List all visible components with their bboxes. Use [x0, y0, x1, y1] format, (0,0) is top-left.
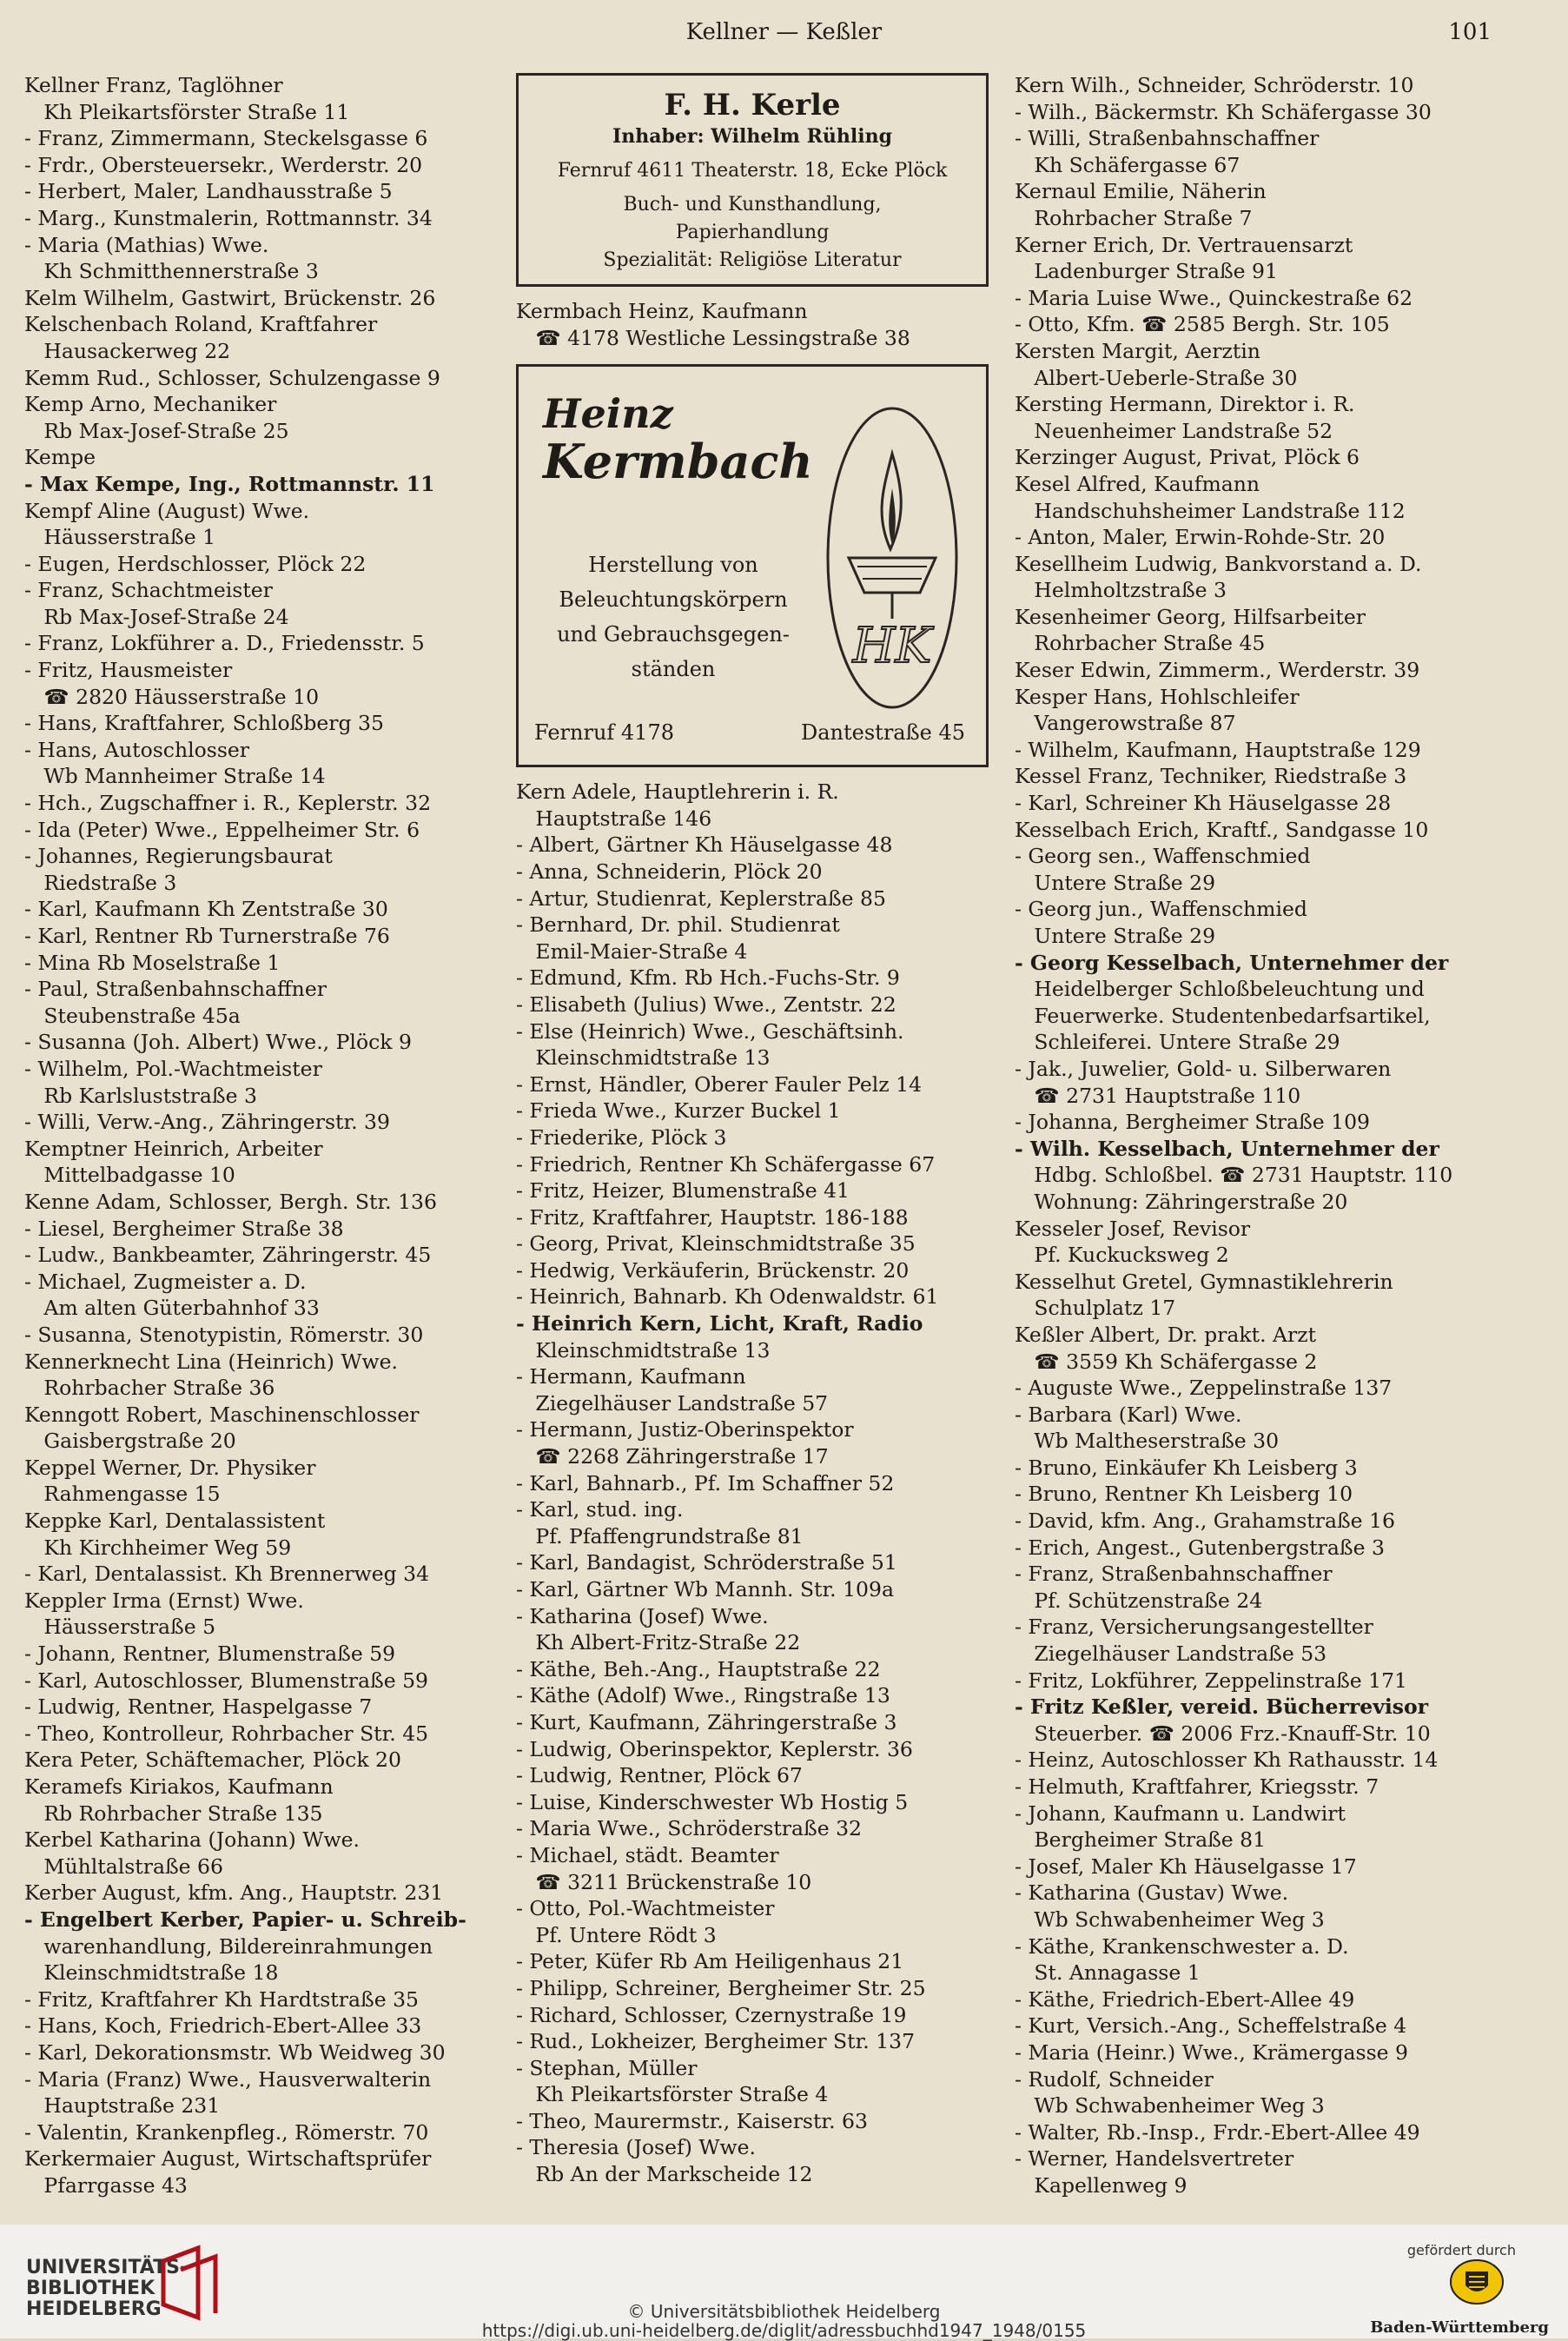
directory-entry: - Anna, Schneiderin, Plöck 20 [516, 859, 823, 884]
directory-entry: - Hch., Zugschaffner i. R., Keplerstr. 32 [24, 791, 432, 816]
directory-entry: Kenngott Robert, Maschinenschlosser [24, 1402, 420, 1427]
directory-entry: - Hermann, Justiz-Oberinspektor [516, 1417, 854, 1442]
directory-entry: - Else (Heinrich) Wwe., Geschäftsinh. [516, 1018, 904, 1044]
directory-entry: Hauptstraße 231 [24, 2093, 221, 2119]
directory-entry: Rb An der Markscheide 12 [516, 2162, 813, 2187]
directory-entry: Kersten Margit, Aerztin [1015, 338, 1260, 363]
directory-entry: - Susanna, Stenotypistin, Römerstr. 30 [24, 1322, 424, 1347]
directory-entry: - Käthe (Adolf) Wwe., Ringstraße 13 [516, 1683, 890, 1708]
lamp-emblem-icon [823, 401, 962, 714]
directory-entry: - Maria (Mathias) Wwe. [24, 232, 269, 257]
directory-entry: - Fritz, Kraftfahrer Kh Hardtstraße 35 [24, 1986, 419, 2012]
directory-entry: Feuerwerke. Studentenbedarfsartikel, [1015, 1003, 1431, 1028]
directory-entry: - Elisabeth (Julius) Wwe., Zentstr. 22 [516, 991, 896, 1017]
directory-entry: Kempe [24, 445, 96, 470]
directory-entry: Kesselhut Gretel, Gymnastiklehrerin [1015, 1269, 1393, 1294]
funder-name: Baden-Württemberg [1370, 2318, 1549, 2337]
directory-entry: ☎ 2731 Hauptstraße 110 [1015, 1083, 1301, 1108]
directory-entry: Kennerknecht Lina (Heinrich) Wwe. [24, 1349, 399, 1374]
directory-entry: - Kurt, Versich.-Ang., Scheffelstraße 4 [1015, 2013, 1407, 2039]
ad-kermbach-desc4: ständen [631, 657, 716, 682]
directory-entry: - Franz, Schachtmeister [24, 578, 273, 603]
directory-entry: Keppke Karl, Dentalassistent [24, 1509, 326, 1534]
directory-entry: - Georg, Privat, Kleinschmidtstraße 35 [516, 1231, 916, 1257]
column-right [1015, 73, 1501, 2200]
directory-entry: - Karl, Rentner Rb Turnerstraße 76 [24, 924, 390, 948]
library-name: UNIVERSITÄTS- BIBLIOTHEK HEIDELBERG [26, 2257, 189, 2320]
directory-entry: - Mina Rb Moselstraße 1 [24, 950, 281, 975]
directory-entry: - Georg sen., Waffenschmied [1015, 844, 1311, 869]
directory-entry: Keßler Albert, Dr. prakt. Arzt [1015, 1322, 1317, 1347]
directory-entry: - Hermann, Kaufmann [516, 1364, 746, 1389]
directory-entry: - Albert, Gärtner Kh Häuselgasse 48 [516, 832, 893, 858]
directory-entry: Kerkermaier August, Wirtschaftsprüfer [24, 2146, 432, 2172]
directory-entry: Steubenstraße 45a [24, 1003, 241, 1028]
directory-entry: - Rudolf, Schneider [1015, 2066, 1214, 2092]
directory-entry: Rb Max-Josef-Straße 24 [24, 604, 289, 629]
directory-entry: - Maria Luise Wwe., Quinckestraße 62 [1015, 285, 1413, 310]
directory-entry: Am alten Güterbahnhof 33 [24, 1296, 320, 1321]
directory-entry: - Max Kempe, Ing., Rottmannstr. 11 [24, 471, 435, 496]
directory-entry: Kleinschmidtstraße 18 [24, 1960, 279, 1986]
advertisement-kermbach [516, 364, 989, 767]
directory-entry: Kemm Rud., Schlosser, Schulzengasse 9 [24, 365, 440, 390]
directory-entry: - Michael, städt. Beamter [516, 1842, 779, 1867]
directory-entry: - Wilh., Bäckermstr. Kh Schäfergasse 30 [1015, 99, 1432, 124]
directory-entry: - Stephan, Müller [516, 2055, 698, 2080]
directory-entry: Bergheimer Straße 81 [1015, 1827, 1267, 1853]
directory-entry: - Karl, Gärtner Wb Mannh. Str. 109a [516, 1577, 894, 1602]
directory-entry: Ladenburger Straße 91 [1015, 259, 1278, 284]
ad-kermbach-monogram: HK [852, 618, 932, 675]
directory-entry: Steuerber. ☎ 2006 Frz.-Knauff-Str. 10 [1015, 1721, 1431, 1746]
directory-entry: Keramefs Kiriakos, Kaufmann [24, 1774, 334, 1799]
directory-entry: - Ludw., Bankbeamter, Zähringerstr. 45 [24, 1243, 432, 1268]
directory-entry: - Georg jun., Waffenschmied [1015, 897, 1307, 922]
directory-entry: Rb Max-Josef-Straße 25 [24, 418, 289, 443]
ad-kerle-name: F. H. Kerle [664, 88, 841, 123]
directory-entry: - Walter, Rb.-Insp., Frdr.-Ebert-Allee 49 [1015, 2119, 1420, 2145]
directory-entry: Kenne Adam, Schlosser, Bergh. Str. 136 [24, 1189, 437, 1214]
directory-entry: - Edmund, Kfm. Rb Hch.-Fuchs-Str. 9 [516, 965, 900, 991]
source-url[interactable]: https://digi.ub.uni-heidelberg.de/diglit/adressbuchhd1947_1948/0155 [481, 2320, 1087, 2341]
entries-kern [516, 779, 1001, 2187]
directory-entry: Helmholtzstraße 3 [1015, 578, 1227, 603]
directory-entry: - Karl, stud. ing. [516, 1497, 684, 1522]
directory-entry: Handschuhsheimer Landstraße 112 [1015, 498, 1406, 523]
directory-entry: - Peter, Küfer Rb Am Heiligenhaus 21 [516, 1949, 904, 1974]
directory-entry: ☎ 3559 Kh Schäfergasse 2 [1015, 1349, 1318, 1374]
state-coat-of-arms-icon [1448, 2258, 1505, 2306]
directory-entry: St. Annagasse 1 [1015, 1960, 1201, 1986]
directory-entry: Kerzinger August, Privat, Plöck 6 [1015, 445, 1360, 470]
directory-entry: Kapellenweg 9 [1015, 2172, 1188, 2198]
directory-entry: - Maria Wwe., Schröderstraße 32 [516, 1816, 862, 1841]
directory-entry: warenhandlung, Bildereinrahmungen [24, 1933, 433, 1959]
directory-entry: - Karl, Schreiner Kh Häuselgasse 28 [1015, 791, 1392, 816]
directory-entry: - Karl, Bandagist, Schröderstraße 51 [516, 1550, 897, 1575]
directory-entry: - Ludwig, Oberinspektor, Keplerstr. 36 [516, 1736, 913, 1761]
directory-entry: - Johannes, Regierungsbaurat [24, 844, 333, 869]
directory-entry: Gaisbergstraße 20 [24, 1429, 236, 1454]
directory-entry: - Karl, Dekorationsmstr. Wb Weidweg 30 [24, 2039, 446, 2065]
directory-entry: Wb Mannheimer Straße 14 [24, 764, 326, 789]
directory-entry: Wohnung: Zähringerstraße 20 [1015, 1189, 1348, 1214]
directory-entry: - Hans, Autoschlosser [24, 737, 250, 762]
directory-entry: - Hans, Kraftfahrer, Schloßberg 35 [24, 711, 384, 736]
directory-entry: Rahmengasse 15 [24, 1482, 221, 1507]
directory-entry: Pf. Kuckucksweg 2 [1015, 1243, 1229, 1268]
directory-entry: ☎ 4178 Westliche Lessingstraße 38 [516, 325, 910, 350]
directory-entry: - Josef, Maler Kh Häuselgasse 17 [1015, 1854, 1357, 1879]
directory-entry: - Luise, Kinderschwester Wb Hostig 5 [516, 1789, 909, 1814]
directory-entry: - Maria (Heinr.) Wwe., Krämergasse 9 [1015, 2039, 1409, 2065]
directory-entry: Kesselbach Erich, Kraftf., Sandgasse 10 [1015, 817, 1429, 842]
directory-entry: - Artur, Studienrat, Keplerstraße 85 [516, 885, 886, 911]
directory-entry: ☎ 3211 Brückenstraße 10 [516, 1869, 812, 1894]
directory-entry: - Willi, Verw.-Ang., Zähringerstr. 39 [24, 1110, 390, 1135]
directory-entry: Rohrbacher Straße 45 [1015, 631, 1266, 656]
ad-kermbach-firstname: Heinz [543, 390, 673, 438]
ad-kerle-address: Fernruf 4611 Theaterstr. 18, Ecke Plöck [557, 160, 948, 182]
directory-entry: Emil-Maier-Straße 4 [516, 938, 748, 964]
directory-entry: - Marg., Kunstmalerin, Rottmannstr. 34 [24, 205, 433, 230]
column-middle [516, 73, 1001, 2189]
directory-entry: - Fritz, Hausmeister [24, 658, 233, 683]
directory-entry: - Georg Kesselbach, Unternehmer der [1015, 950, 1449, 975]
directory-entry: Pf. Schützenstraße 24 [1015, 1588, 1263, 1613]
directory-entry: Kerbel Katharina (Johann) Wwe. [24, 1827, 360, 1853]
directory-entry: - Friederike, Plöck 3 [516, 1124, 727, 1150]
directory-entry: - Frieda Wwe., Kurzer Buckel 1 [516, 1098, 841, 1124]
directory-entry: - Friedrich, Rentner Kh Schäfergasse 67 [516, 1151, 936, 1177]
directory-entry: - Anton, Maler, Erwin-Rohde-Str. 20 [1015, 525, 1386, 550]
ad-kerle-desc1: Buch- und Kunsthandlung, [623, 193, 882, 216]
directory-entry: - Hedwig, Verkäuferin, Brückenstr. 20 [516, 1257, 910, 1283]
directory-entry: Kh Kirchheimer Weg 59 [24, 1535, 292, 1560]
directory-entry: Kelschenbach Roland, Kraftfahrer [24, 312, 378, 337]
directory-entry: Kh Pleikartsförster Straße 4 [516, 2082, 829, 2107]
directory-entry: - Karl, Kaufmann Kh Zentstraße 30 [24, 897, 388, 922]
library-footer [0, 2225, 1568, 2341]
directory-entry: Häusserstraße 5 [24, 1615, 216, 1640]
directory-entry: Untere Straße 29 [1015, 870, 1216, 895]
directory-entry: - Johann, Rentner, Blumenstraße 59 [24, 1641, 396, 1667]
directory-entry: Kh Schäfergasse 67 [1015, 152, 1241, 177]
directory-entry: Rb Karlsluststraße 3 [24, 1083, 257, 1108]
directory-entry: - Fritz, Lokführer, Zeppelinstraße 171 [1015, 1668, 1407, 1693]
directory-entry: - Franz, Zimmermann, Steckelsgasse 6 [24, 126, 428, 151]
directory-entry: - Otto, Kfm. ☎ 2585 Bergh. Str. 105 [1015, 312, 1390, 337]
directory-entry: Kesenheimer Georg, Hilfsarbeiter [1015, 604, 1366, 629]
directory-entry: - Bruno, Einkäufer Kh Leisberg 3 [1015, 1455, 1358, 1480]
directory-entry: - Engelbert Kerber, Papier- u. Schreib- [24, 1907, 466, 1932]
directory-entry: Rb Rohrbacher Straße 135 [24, 1801, 323, 1826]
directory-entry: - Ida (Peter) Wwe., Eppelheimer Str. 6 [24, 817, 420, 842]
directory-entry: Rohrbacher Straße 7 [1015, 205, 1253, 230]
directory-entry: Häusserstraße 1 [24, 525, 216, 550]
directory-entry: Kermbach Heinz, Kaufmann [516, 299, 808, 323]
directory-entry: Kesellheim Ludwig, Bankvorstand a. D. [1015, 551, 1422, 576]
directory-entry: - Michael, Zugmeister a. D. [24, 1269, 307, 1294]
directory-entry: - Wilhelm, Kaufmann, Hauptstraße 129 [1015, 737, 1421, 762]
directory-entry: - Werner, Handelsvertreter [1015, 2146, 1294, 2172]
directory-entry: Hauptstraße 146 [516, 806, 712, 831]
directory-entry: - Heinrich Kern, Licht, Kraft, Radio [516, 1311, 923, 1336]
ad-kerle-special: Spezialität: Religiöse Literatur [603, 249, 902, 271]
directory-entry: Pfarrgasse 43 [24, 2172, 188, 2198]
directory-entry: ☎ 2820 Häusserstraße 10 [24, 684, 320, 709]
ad-kermbach-desc3: und Gebrauchsgegen- [557, 622, 790, 647]
directory-entry: Ziegelhäuser Landstraße 53 [1015, 1641, 1327, 1667]
advertisement-kerle [516, 73, 989, 287]
directory-entry: - Theo, Kontrolleur, Rohrbacher Str. 45 [24, 1721, 429, 1746]
directory-entry: - Heinrich, Bahnarb. Kh Odenwaldstr. 61 [516, 1284, 939, 1310]
directory-entry: Kemptner Heinrich, Arbeiter [24, 1136, 323, 1161]
directory-entry: Wb Schwabenheimer Weg 3 [1015, 2093, 1325, 2119]
directory-entry: - Ludwig, Rentner, Plöck 67 [516, 1763, 803, 1788]
directory-entry: Kemp Arno, Mechaniker [24, 392, 277, 417]
directory-entry: - Jak., Juwelier, Gold- u. Silberwaren [1015, 1056, 1392, 1081]
directory-entry: - Kurt, Kaufmann, Zähringerstraße 3 [516, 1709, 897, 1734]
directory-entry: Kesper Hans, Hohlschleifer [1015, 684, 1300, 709]
directory-entry: Kersting Hermann, Direktor i. R. [1015, 392, 1355, 417]
directory-entry: - Katharina (Gustav) Wwe. [1015, 1880, 1289, 1906]
directory-entry: - Karl, Bahnarb., Pf. Im Schaffner 52 [516, 1470, 895, 1495]
directory-entry: - Franz, Straßenbahnschaffner [1015, 1562, 1333, 1587]
directory-entry: Schleiferei. Untere Straße 29 [1015, 1030, 1340, 1055]
directory-entry: - Käthe, Beh.-Ang., Hauptstraße 22 [516, 1656, 881, 1681]
directory-entry: - Fritz, Kraftfahrer, Hauptstr. 186-188 [516, 1204, 909, 1230]
directory-entry: - Frdr., Obersteuersekr., Werderstr. 20 [24, 152, 423, 177]
ad-kermbach-surname: Kermbach [543, 434, 813, 490]
directory-entry: Ziegelhäuser Landstraße 57 [516, 1390, 829, 1416]
directory-entry: Kerber August, kfm. Ang., Hauptstr. 231 [24, 1880, 444, 1906]
entries-kermbach [516, 299, 1001, 351]
directory-entry: Wb Schwabenheimer Weg 3 [1015, 1907, 1325, 1932]
directory-entry: Vangerowstraße 87 [1015, 711, 1236, 736]
directory-entry: - Barbara (Karl) Wwe. [1015, 1402, 1242, 1427]
directory-entry: - Hans, Koch, Friedrich-Ebert-Allee 33 [24, 2013, 422, 2039]
directory-entry: - Johann, Kaufmann u. Landwirt [1015, 1801, 1346, 1826]
directory-entry: - Heinz, Autoschlosser Kh Rathausstr. 14 [1015, 1747, 1439, 1773]
directory-entry: - Paul, Straßenbahnschaffner [24, 977, 327, 1002]
directory-entry: - Bernhard, Dr. phil. Studienrat [516, 912, 840, 938]
directory-entry: Kernaul Emilie, Näherin [1015, 179, 1267, 204]
ad-kerle-desc2: Papierhandlung [675, 221, 830, 243]
ad-kermbach-desc2: Beleuchtungskörpern [559, 587, 788, 613]
directory-entry: Kesel Alfred, Kaufmann [1015, 471, 1260, 496]
directory-entry: Heidelberger Schloßbeleuchtung und [1015, 977, 1425, 1002]
directory-entry: - Theo, Maurermstr., Kaiserstr. 63 [516, 2108, 868, 2133]
directory-entry: - Philipp, Schreiner, Bergheimer Str. 25 [516, 1975, 926, 2000]
directory-entry: - Susanna (Joh. Albert) Wwe., Plöck 9 [24, 1030, 412, 1055]
directory-entry: - Ernst, Händler, Oberer Fauler Pelz 14 [516, 1071, 923, 1097]
directory-entry: Kh Pleikartsförster Straße 11 [24, 99, 350, 124]
directory-entry: - Valentin, Krankenpfleg., Römerstr. 70 [24, 2119, 429, 2145]
directory-entry: - Karl, Autoschlosser, Blumenstraße 59 [24, 1668, 428, 1693]
directory-entry: Kerner Erich, Dr. Vertrauensarzt [1015, 232, 1353, 257]
directory-entry: Kh Schmitthennerstraße 3 [24, 259, 319, 284]
directory-entry: - Rud., Lokheizer, Bergheimer Str. 137 [516, 2029, 916, 2054]
ad-kermbach-street: Dantestraße 45 [801, 720, 965, 745]
directory-entry: Kleinschmidtstraße 13 [516, 1337, 771, 1363]
directory-entry: Keppel Werner, Dr. Physiker [24, 1455, 316, 1480]
directory-entry: Pf. Pfaffengrundstraße 81 [516, 1523, 804, 1549]
page-number: 101 [1448, 19, 1492, 45]
directory-entry: - Katharina (Josef) Wwe. [516, 1603, 769, 1628]
directory-entry: - Otto, Pol.-Wachtmeister [516, 1896, 775, 1921]
directory-entry: - Karl, Dentalassist. Kh Brennerweg 34 [24, 1562, 430, 1587]
directory-entry: - Johanna, Bergheimer Straße 109 [1015, 1110, 1370, 1135]
directory-entry: - Erich, Angest., Gutenbergstraße 3 [1015, 1535, 1385, 1560]
directory-entry: - Franz, Lokführer a. D., Friedensstr. 5 [24, 631, 425, 656]
directory-entry: Keppler Irma (Ernst) Wwe. [24, 1588, 304, 1613]
directory-entry: - Willi, Straßenbahnschaffner [1015, 126, 1320, 151]
directory-entry: Kern Adele, Hauptlehrerin i. R. [516, 779, 839, 805]
directory-entry: Kleinschmidtstraße 13 [516, 1045, 771, 1071]
directory-entry: - Franz, Versicherungsangestellter [1015, 1615, 1373, 1640]
directory-entry: - Bruno, Rentner Kh Leisberg 10 [1015, 1482, 1353, 1507]
copyright-note: © Universitätsbibliothek Heidelberg [627, 2301, 941, 2322]
ad-kerle-owner: Inhaber: Wilhelm Rühling [612, 124, 892, 148]
directory-entry: - Herbert, Maler, Landhausstraße 5 [24, 179, 393, 204]
directory-entry: Kern Wilh., Schneider, Schröderstr. 10 [1015, 73, 1414, 97]
directory-entry: - Ludwig, Rentner, Haspelgasse 7 [24, 1694, 373, 1720]
directory-entry: Kelm Wilhelm, Gastwirt, Brückenstr. 26 [24, 285, 436, 310]
directory-entry: Riedstraße 3 [24, 870, 177, 895]
directory-entry: Albert-Ueberle-Straße 30 [1015, 365, 1298, 390]
directory-entry: Kh Albert-Fritz-Straße 22 [516, 1630, 801, 1655]
directory-entry: - Maria (Franz) Wwe., Hausverwalterin [24, 2066, 432, 2092]
directory-entry: - Käthe, Krankenschwester a. D. [1015, 1933, 1349, 1959]
directory-entry: Kempf Aline (August) Wwe. [24, 498, 310, 523]
directory-entry: Kessel Franz, Techniker, Riedstraße 3 [1015, 764, 1407, 789]
directory-entry: - Eugen, Herdschlosser, Plöck 22 [24, 551, 367, 576]
directory-entry: ☎ 2268 Zähringerstraße 17 [516, 1444, 829, 1469]
directory-entry: Hdbg. Schloßbel. ☎ 2731 Hauptstr. 110 [1015, 1163, 1453, 1188]
directory-entry: Neuenheimer Landstraße 52 [1015, 418, 1333, 443]
directory-entry: - Liesel, Bergheimer Straße 38 [24, 1216, 344, 1241]
directory-entry: - Käthe, Friedrich-Ebert-Allee 49 [1015, 1986, 1355, 2012]
directory-entry: Kellner Franz, Taglöhner [24, 73, 283, 97]
directory-entry: Untere Straße 29 [1015, 924, 1216, 948]
directory-entry: Mühltalstraße 66 [24, 1854, 223, 1879]
directory-entry: - Fritz Keßler, vereid. Bücherrevisor [1015, 1694, 1429, 1720]
directory-entry: - Wilh. Kesselbach, Unternehmer der [1015, 1136, 1439, 1161]
funded-by-label: gefördert durch [1406, 2242, 1516, 2258]
page-header-title: Kellner — Keßler [685, 19, 883, 45]
directory-entry: Hausackerweg 22 [24, 338, 231, 363]
directory-entry: Wb Maltheserstraße 30 [1015, 1429, 1280, 1454]
column-left [24, 73, 511, 2200]
ad-kermbach-phone: Fernruf 4178 [534, 720, 674, 745]
directory-entry: Mittelbadgasse 10 [24, 1163, 235, 1188]
directory-entry: - Auguste Wwe., Zeppelinstraße 137 [1015, 1376, 1393, 1401]
directory-entry: - Wilhelm, Pol.-Wachtmeister [24, 1056, 322, 1081]
directory-entry: Pf. Untere Rödt 3 [516, 1922, 717, 1947]
directory-entry: Rohrbacher Straße 36 [24, 1376, 275, 1401]
directory-entry: - David, kfm. Ang., Grahamstraße 16 [1015, 1509, 1395, 1534]
directory-entry: - Fritz, Heizer, Blumenstraße 41 [516, 1178, 850, 1204]
directory-entry: Kesseler Josef, Revisor [1015, 1216, 1251, 1241]
directory-entry: Keser Edwin, Zimmerm., Werderstr. 39 [1015, 658, 1420, 683]
directory-entry: Kera Peter, Schäftemacher, Plöck 20 [24, 1747, 401, 1773]
directory-entry: Schulplatz 17 [1015, 1296, 1176, 1321]
directory-entry: - Richard, Schlosser, Czernystraße 19 [516, 2002, 907, 2027]
directory-entry: - Helmuth, Kraftfahrer, Kriegsstr. 7 [1015, 1774, 1379, 1799]
directory-entry: - Theresia (Josef) Wwe. [516, 2135, 757, 2160]
ad-kermbach-desc1: Herstellung von [588, 553, 758, 578]
